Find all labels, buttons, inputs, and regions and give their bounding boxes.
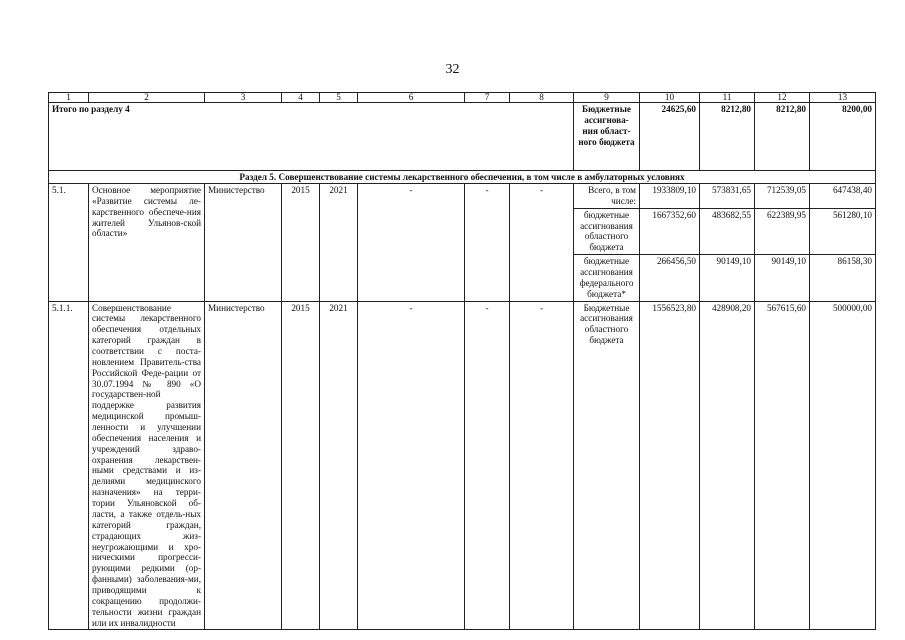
amount-total: 1933809,10 [640, 184, 700, 209]
item-name: Совершенствование системы лекарственного обеспечения отдельных категорий граждан в соответствии с поста-новлением Правитель-ства Российской Феде-рации от 30.07.1994 № 890 «О государствен-ной поддержке развития медицинской промыш-ленности и улучшении обеспечения населения и учреждений здраво-охранения лекарствен-ными средствами и из-делиями медицинского назначения» на терри-тории Ульяновской об-ласти, а также отдель-ных категорий граждан, страдающих жиз-неугрожающими и хро-ническими прогресси-рующими редкими (ор-фанными) заболевания-ми, приводящими к сокращению продолжи-тельности жизни граждан или их инвалидности [89, 301, 205, 630]
item-col8: - [510, 301, 574, 630]
item-number: 5.1. [49, 184, 89, 302]
col-header-5: 5 [320, 93, 358, 103]
amount-year-3: 500000,00 [810, 301, 876, 630]
section-title: Раздел 5. Совершенствование системы лекарственного обеспечения, в том числе в амбулаторных условиях [49, 171, 876, 184]
page-number: 32 [445, 62, 460, 77]
amount-year-3: 86158,30 [810, 255, 876, 301]
funding-source: Бюджетные ассигнования областного бюджета [574, 301, 640, 630]
item-col8: - [510, 184, 574, 302]
funding-source: бюджетные ассигнования федерального бюджета* [574, 255, 640, 301]
col-header-8: 8 [510, 93, 574, 103]
item-year-end: 2021 [320, 301, 358, 630]
amount-year-2: 567615,60 [755, 301, 810, 630]
amount-total: 1556523,80 [640, 301, 700, 630]
amount-total: 266456,50 [640, 255, 700, 301]
amount-total: 1667352,60 [640, 208, 700, 254]
col-header-10: 10 [640, 93, 700, 103]
amount-year-1: 483682,55 [700, 208, 755, 254]
funding-source: Бюджетные ассигнова-ния област-ного бюджета [574, 103, 640, 171]
item-col6: - [358, 301, 465, 630]
col-header-12: 12 [755, 93, 810, 103]
item-col6: - [358, 184, 465, 302]
section-title-row [49, 171, 876, 184]
amount-year-1: 573831,65 [700, 184, 755, 209]
program-table [48, 92, 876, 630]
section-total-row [49, 103, 876, 171]
col-header-11: 11 [700, 93, 755, 103]
col-header-9: 9 [574, 93, 640, 103]
funding-source: Всего, в том числе: [574, 184, 640, 209]
amount-total: 24625,60 [640, 103, 700, 171]
amount-year-2: 90149,10 [755, 255, 810, 301]
funding-source: бюджетные ассигнования областного бюджета [574, 208, 640, 254]
table-row [49, 301, 876, 630]
item-year-start: 2015 [282, 184, 320, 302]
amount-year-2: 712539,05 [755, 184, 810, 209]
item-col7: - [465, 301, 510, 630]
col-header-1: 1 [49, 93, 89, 103]
amount-year-2: 8212,80 [755, 103, 810, 171]
item-executor: Министерство [205, 184, 282, 302]
amount-year-2: 622389,95 [755, 208, 810, 254]
item-executor: Министерство [205, 301, 282, 630]
col-header-13: 13 [810, 93, 876, 103]
amount-year-3: 8200,00 [810, 103, 876, 171]
item-name: Основное мероприятие «Развитие системы ле-карственного обеспече-ния жителей Ульянов-ской области» [89, 184, 205, 302]
item-year-start: 2015 [282, 301, 320, 630]
amount-year-1: 90149,10 [700, 255, 755, 301]
col-header-3: 3 [205, 93, 282, 103]
item-year-end: 2021 [320, 184, 358, 302]
section-total-label: Итого по разделу 4 [49, 103, 574, 171]
table-row [49, 184, 876, 209]
amount-year-1: 8212,80 [700, 103, 755, 171]
item-col7: - [465, 184, 510, 302]
col-header-4: 4 [282, 93, 320, 103]
col-header-2: 2 [89, 93, 205, 103]
col-header-7: 7 [465, 93, 510, 103]
amount-year-1: 428908,20 [700, 301, 755, 630]
column-number-row [49, 93, 876, 103]
item-number: 5.1.1. [49, 301, 89, 630]
amount-year-3: 647438,40 [810, 184, 876, 209]
amount-year-3: 561280,10 [810, 208, 876, 254]
col-header-6: 6 [358, 93, 465, 103]
